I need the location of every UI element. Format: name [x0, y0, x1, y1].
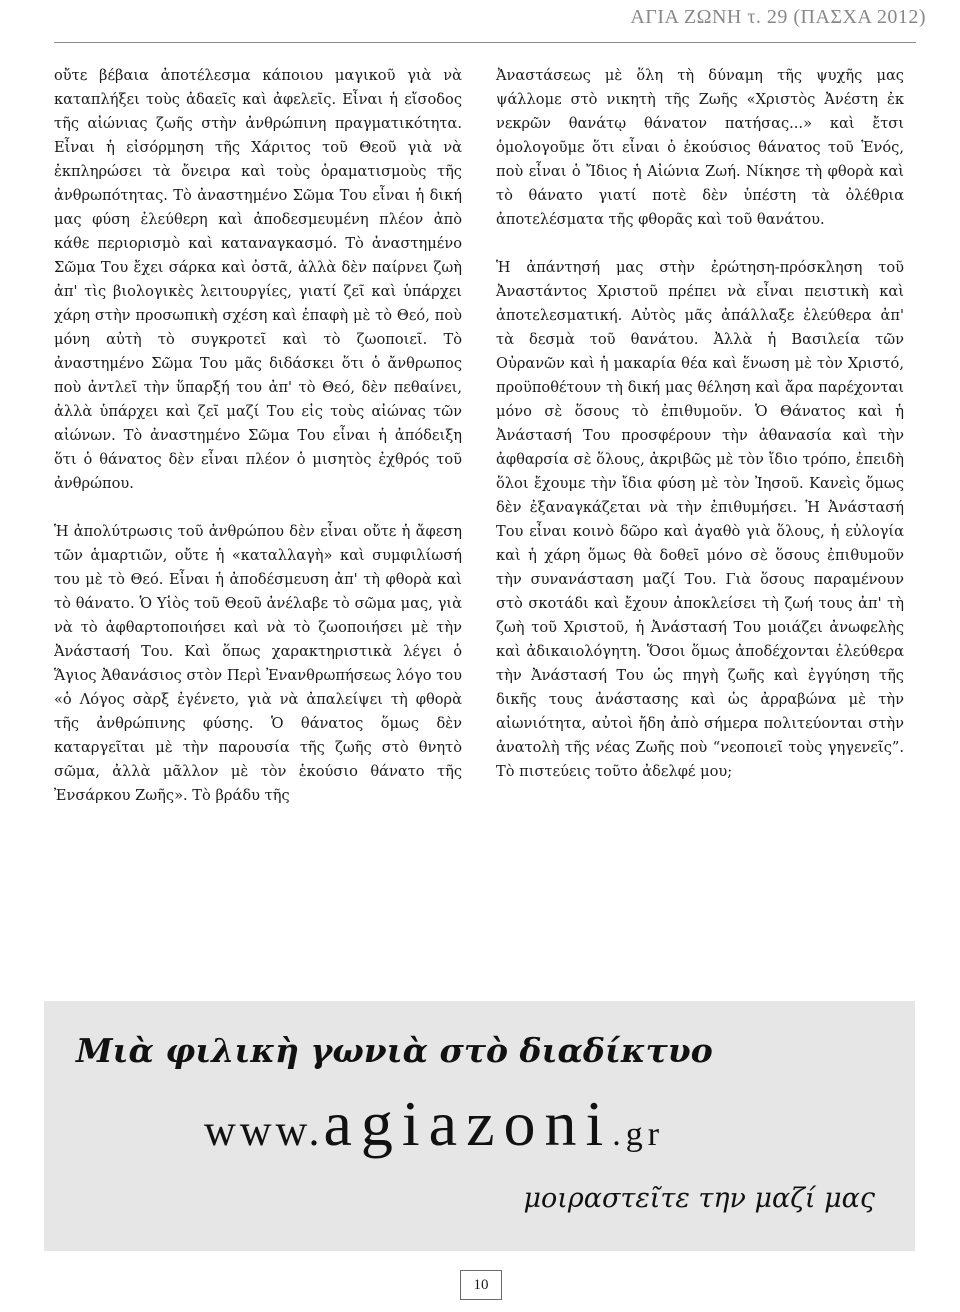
- url-prefix: www.: [204, 1106, 324, 1155]
- promo-title: Μιὰ φιλικὴ γωνιὰ στὸ διαδίκτυο: [76, 1031, 713, 1070]
- right-paragraph-1: Ἀναστάσεως μὲ ὅλη τὴ δύναμη τῆς ψυχῆς μας ψάλλομε στὸ νικητὴ τῆς Ζωῆς «Χριστὸς Ἀνέστη ἐκ νεκρῶν θανάτῳ θάνατον πατήσας...» καὶ ἔτσι ὁμολογοῦμε ὅτι εἶναι ὁ ἑκούσιος θάνατος τοῦ Ἑνός, ποὺ εἶναι ὁ Ἴδιος ἡ Αἰώνια Ζωή. Νίκησε τὴ φθορὰ καὶ τὸ θάνατο γιατί ποτὲ δὲν ὑπέστη τὰ ὀλέθρια ἀποτελέσματα τῆς φθορᾶς καὶ τοῦ θανάτου.: [496, 67, 904, 228]
- right-column: [496, 64, 904, 784]
- page-number: 10: [460, 1270, 502, 1300]
- url-domain-name: agiazoni: [323, 1088, 613, 1159]
- page-header: ΑΓΙΑ ΖΩΝΗ τ. 29 (ΠΑΣΧΑ 2012): [630, 6, 926, 28]
- promo-slogan: μοιραστεῖτε την μαζί μας: [523, 1183, 875, 1214]
- header-divider: [54, 42, 916, 43]
- website-promo-box: [44, 1001, 915, 1251]
- website-url-link[interactable]: [204, 1087, 664, 1161]
- left-paragraph-1: οὔτε βέβαια ἀποτέλεσμα κάποιου μαγικοῦ γιὰ νὰ καταπλήξει τοὺς ἀδαεῖς καὶ ἀφελεῖς. Εἶναι ἡ εἴσοδος τῆς αἰώνιας ζωῆς στὴν ἀνθρώπινη πραγματικότητα. Εἶναι ἡ εἰσόρμηση τῆς Χάριτος τοῦ Θεοῦ γιὰ νὰ ἐκπληρώσει τὰ ὄνειρα καὶ τοὺς ὁραματισμοὺς τῆς ἀνθρωπότητας. Τὸ ἀναστημένο Σῶμα Του εἶναι ἡ δική μας φύση ἐλεύθερη καὶ ἀποδεσμευμένη πλέον ἀπὸ κάθε περιορισμὸ καὶ καταναγκασμό. Τὸ ἀναστημένο Σῶμα Του ἔχει σάρκα καὶ ὀστᾶ, ἀλλὰ δὲν παίρνει ζωὴ ἀπ' τὶς βιολογικὲς λειτουργίες, γιατί ζεῖ καὶ ὑπάρχει χάρη στὴν προσωπικὴ σχέση καὶ ἐπαφὴ μὲ τὸ Θεό, ποὺ μόνη αὐτὴ τὸ συγκροτεῖ καὶ τὸ ζωοποιεῖ. Τὸ ἀναστημένο Σῶμα Του μᾶς διδάσκει ὅτι ὁ ἄνθρωπος ποὺ ἀντλεῖ τὴν ὕπαρξή του ἀπ' τὸ Θεό, δὲν πεθαίνει, ἀλλὰ ὑπάρχει καὶ ζεῖ μαζί Του εἰς τοὺς αἰώνας τῶν αἰώνων. Τὸ ἀναστημένο Σῶμα Του εἶναι ἡ ἀπόδειξη ὅτι ὁ θάνατος δὲν εἶναι πλέον ὁ μισητὸς ἐχθρός τοῦ ἀνθρώπου.: [54, 67, 462, 492]
- url-tld: .gr: [612, 1116, 665, 1153]
- left-column: [54, 64, 462, 808]
- right-paragraph-2: Ἡ ἀπάντησή μας στὴν ἐρώτηση-πρόσκληση τοῦ Ἀναστάντος Χριστοῦ πρέπει νὰ εἶναι πειστικὴ καὶ ἀποτελεσματική. Αὐτὸς μᾶς ἀπάλλαξε ἐλεύθερα ἀπ' τὰ δεσμὰ τοῦ θανάτου. Ἀλλὰ ἡ Βασιλεία τῶν Οὐρανῶν καὶ ἡ μακαρία θέα καὶ ἕνωση μὲ τὸν Χριστό, προϋποθέτουν τὴ δική μας θέληση καὶ ἄρα παρέχονται μόνο σὲ ὅσους τὸ ἐπιθυμοῦν. Ὁ Θάνατος καὶ ἡ Ἀνάστασή Του προσφέρουν τὴν ἀθανασία καὶ τὴν ἀφθαρσία σὲ ὅλους, ἀκριβῶς μὲ τὸν ἴδιο τρόπο, ἐπειδὴ ὅλοι ἔχουμε τὴν ἴδια φύση μὲ τὸν Ἰησοῦ. Κανεὶς ὅμως δὲν ἐξαναγκάζεται νὰ τὴν ἐπιθυμήσει. Ἡ Ἀνάστασή Του εἶναι κοινὸ δῶρο καὶ ἀγαθὸ γιὰ ὅλους, ἡ εὐλογία καὶ ἡ χάρη ὅμως θὰ δοθεῖ μόνο σὲ ὅσους ἐπιθυμοῦν τὴν συνανάσταση μαζί Του. Γιὰ ὅσους παραμένουν στὸ σκοτάδι καὶ ἔχουν ἀποκλείσει τὴ ζωή τους ἀπ' τὴ ζωὴ τοῦ Χριστοῦ, ἡ Ἀνάστασή Του μοιάζει ἀνωφελὴς καὶ ἀδικαιολόγητη. Ὅσοι ὅμως ἀποδέχονται ἐλεύθερα τὴν Ἀνάστασή Του ὡς πηγὴ ζωῆς καὶ ἐγγύηση τῆς δικῆς τους ἀνάστασης καὶ ὡς ἀρραβώνα μὲ τὴν αἰωνιότητα, αὐτοὶ ἤδη ἀπὸ σήμερα πολιτεύονται στὴν ἀνατολὴ τῆς νέας Ζωῆς ποὺ “νεοποιεῖ τοὺς γηγενεῖς”. Τὸ πιστεύεις τοῦτο ἀδελφέ μου;: [496, 259, 904, 780]
- left-paragraph-2: Ἡ ἀπολύτρωσις τοῦ ἀνθρώπου δὲν εἶναι οὔτε ἡ ἄφεση τῶν ἁμαρτιῶν, οὔτε ἡ «καταλλαγὴ» καὶ συμφιλίωσή του μὲ τὸ Θεό. Εἶναι ἡ ἀποδέσμευση ἀπ' τὴ φθορὰ καὶ τὸ θάνατο. Ὁ Υἱὸς τοῦ Θεοῦ ἀνέλαβε τὸ σῶμα μας, γιὰ νὰ τὸ ἀφθαρτοποιήσει καὶ νὰ τὸ ζωοποιήσει μὲ τὴν Ἀνάστασή Του. Καὶ ὅπως χαρακτηριστικὰ λέγει ὁ Ἅγιος Ἀθανάσιος στὸν Περὶ Ἐνανθρωπήσεως λόγο του «ὁ Λόγος σὰρξ ἐγένετο, γιὰ νὰ ἀπαλείψει τὴ φθορὰ τῆς ἀνθρώπινης φύσης. Ὁ θάνατος ὅμως δὲν καταργεῖται μὲ τὴν παρουσία τῆς ζωῆς στὸ θνητὸ σῶμα, ἀλλὰ μᾶλλον μὲ τὸν ἑκούσιο θάνατο τῆς Ἐνσάρκου Ζωῆς». Τὸ βράδυ τῆς: [54, 523, 462, 804]
